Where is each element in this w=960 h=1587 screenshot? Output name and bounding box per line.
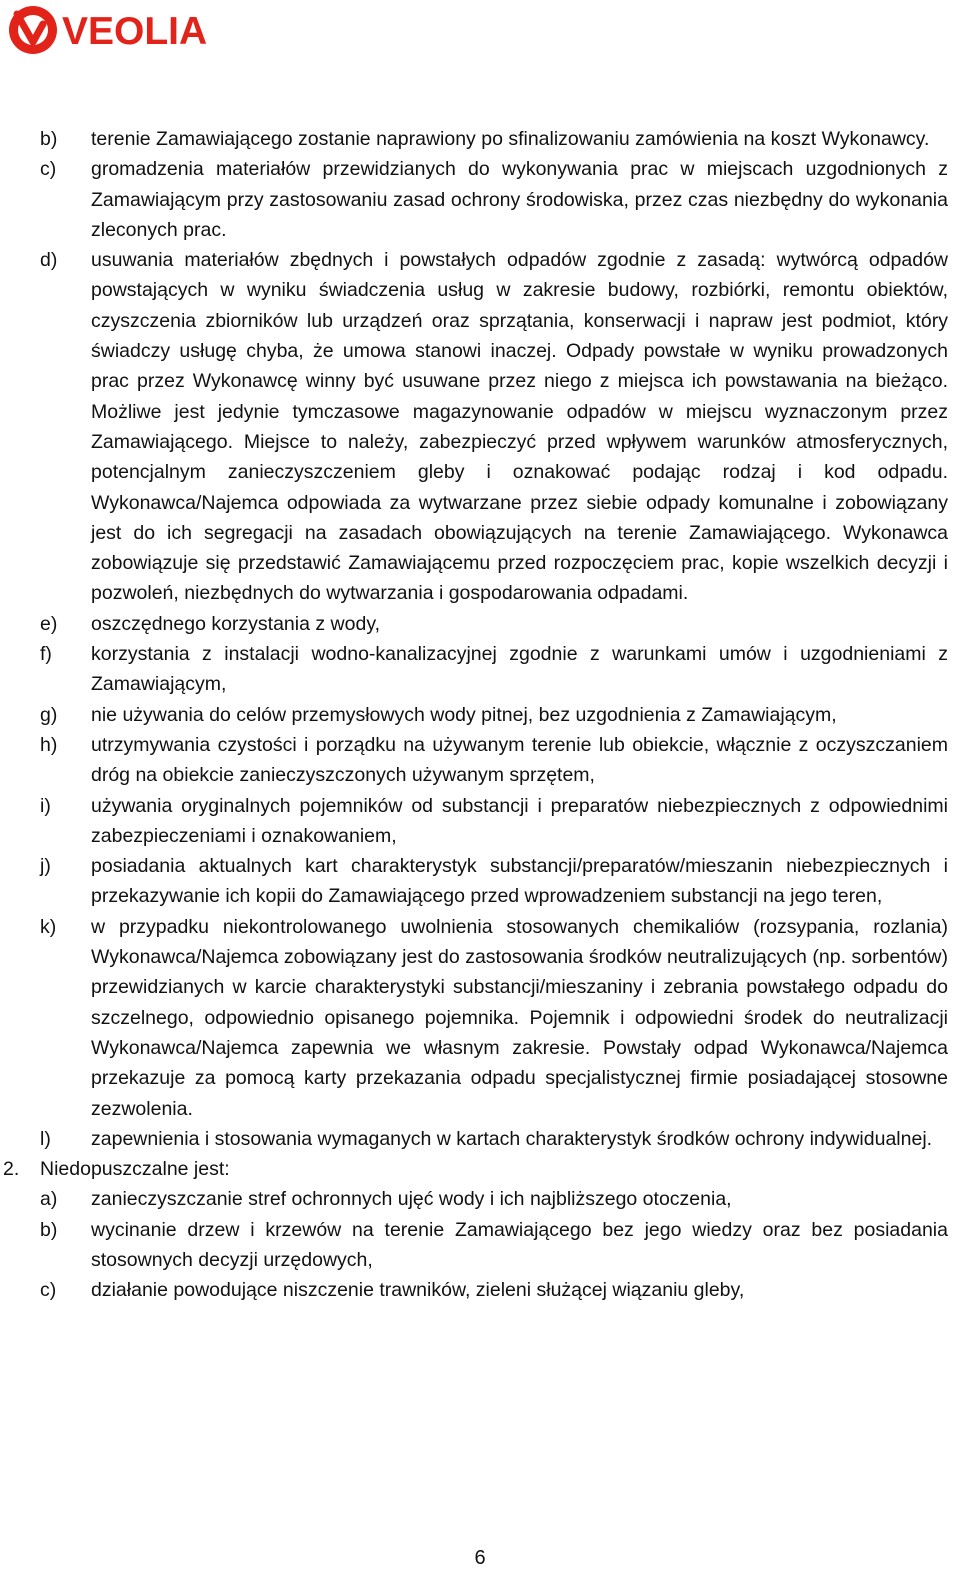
list-item-text: terenie Zamawiającego zostanie naprawiony po sfinalizowaniu zamówienia na koszt Wykonawcy. [91, 128, 930, 150]
list-item-label: f) [40, 643, 52, 666]
list-item [0, 851, 960, 912]
list-item-text: oszczędnego korzystania z wody, [91, 612, 381, 635]
list-item-text: zanieczyszczanie stref ochronnych ujęć wody i ich najbliższego otoczenia, [91, 1188, 732, 1211]
list-item [0, 154, 960, 245]
list-item-text: nie używania do celów przemysłowych wody pitnej, bez uzgodnienia z Zamawiającym, [91, 703, 837, 726]
list-item-label: k) [40, 915, 57, 938]
obligations-list [0, 124, 960, 1154]
section-2-heading [0, 1154, 960, 1184]
list-item-label: i) [40, 794, 51, 817]
list-item [0, 609, 960, 639]
list-item [0, 1184, 960, 1214]
list-item-text: zapewnienia i stosowania wymaganych w kartach charakterystyk środków ochrony indywidualnej. [91, 1127, 933, 1150]
prohibitions-list [0, 1184, 960, 1305]
list-item-label: g) [40, 703, 58, 726]
list-item-text: korzystania z instalacji wodno-kanalizacyjnej zgodnie z warunkami umów i uzgodnieniami z Zamawiającym, [91, 643, 948, 696]
page-number: 6 [474, 1547, 486, 1569]
list-item-label: a) [40, 1188, 58, 1211]
document-body [0, 124, 960, 1306]
list-item-label: l) [40, 1127, 51, 1150]
list-item-text: używania oryginalnych pojemników od substancji i preparatów niebezpiecznych z odpowiednimi zabezpieczeniami i oznakowaniem, [91, 794, 948, 847]
list-item-text: utrzymywania czystości i porządku na używanym terenie lub obiekcie, włącznie z oczyszczaniem dróg na obiekcie zanieczyszczonych używanym sprzętem, [91, 733, 948, 787]
veolia-logo-mark [6, 2, 221, 58]
list-item-label: h) [40, 733, 58, 756]
list-item [0, 639, 960, 700]
list-item-label: j) [40, 855, 51, 878]
logo-text: VEOLIA [62, 10, 208, 53]
section-heading-text: Niedopuszczalne jest: [40, 1158, 230, 1181]
list-item [0, 1275, 960, 1305]
list-item-text: posiadania aktualnych kart charakterystyk substancji/preparatów/mieszanin niebezpiecznych i przekazywanie ich kopii do Zamawiającego przed wprowadzeniem substancji na jego teren, [91, 855, 948, 908]
list-item-label: b) [40, 1218, 58, 1241]
list-item-label: c) [40, 158, 57, 181]
list-item [0, 245, 960, 609]
list-item [0, 1124, 960, 1154]
list-item-label: b) [40, 128, 58, 150]
list-item [0, 912, 960, 1124]
list-item-label: e) [40, 612, 58, 635]
list-item [0, 791, 960, 852]
list-item-text: usuwania materiałów zbędnych i powstałych odpadów zgodnie z zasadą: wytwórcą odpadów powstających w wyniku świadczenia usług w zakresie budowy, rozbiórki, remontu obiektów, czyszczenia zbiorników lub urządzeń oraz sprzątania, konserwacji i napraw jest podmiot, który świadczy usługę chyba, że umowa stanowi inaczej. Odpady powstałe w wyniku prowadzonych prac przez Wykonawcę winny być usuwane przez niego z miejsca ich powstawania na bieżąco. Możliwe jest jedynie tymczasowe magazynowanie odpadów w miejscu wyznaczonym przez Zamawiającego. Miejsce to należy, zabezpieczyć przed wpływem warunków atmosferycznych, potencjalnym zanieczyszczeniem gleby i oznakować podając rodzaj i kod odpadu. Wykonawca/Najemca odpowiada za wytwarzane przez siebie odpady komunalne i zobowiązany jest do ich segregacji na zasadach obowiązujących na terenie Zamawiającego. Wykonawca zobowiązuje się przedstawić Zamawiającemu przed rozpoczęciem prac, kopie wszelkich decyzji i pozwoleń, niezbędnych do wytwarzania i gospodarowania odpadami. [91, 249, 948, 605]
list-item-text: wycinanie drzew i krzewów na terenie Zamawiającego bez jego wiedzy oraz bez posiadania stosownych decyzji urzędowych, [91, 1218, 948, 1271]
section-number: 2. [3, 1158, 20, 1181]
list-item [0, 124, 960, 154]
list-item [0, 700, 960, 730]
veolia-logo [6, 2, 221, 58]
list-item-text: działanie powodujące niszczenie trawników, zieleni służącej wiązaniu gleby, [91, 1279, 745, 1302]
list-item [0, 1215, 960, 1276]
list-item-label: d) [40, 249, 58, 272]
list-item-label: c) [40, 1279, 57, 1302]
list-item-text: w przypadku niekontrolowanego uwolnienia stosowanych chemikaliów (rozsypania, rozlania) Wykonawca/Najemca zobowiązany jest do zastosowania środków neutralizujących (np. sorbentów) przewidzianych w karcie charakterystyki substancji/mieszaniny i zebrania powstałego odpadu do szczelnego, odpowiednio opisanego pojemnika. Pojemnik i odpowiedni środek do neutralizacji Wykonawca/Najemca zapewnia we własnym zakresie. Powstały odpad Wykonawca/Najemca przekazuje za pomocą karty przekazania odpadu specjalistycznej firmie posiadającej stosowne zezwolenia. [91, 915, 948, 1120]
list-item-text: gromadzenia materiałów przewidzianych do wykonywania prac w miejscach uzgodnionych z Zamawiającym przy zastosowaniu zasad ochrony środowiska, przez czas niezbędny do wykonania zleconych prac. [91, 158, 948, 241]
list-item [0, 730, 960, 791]
